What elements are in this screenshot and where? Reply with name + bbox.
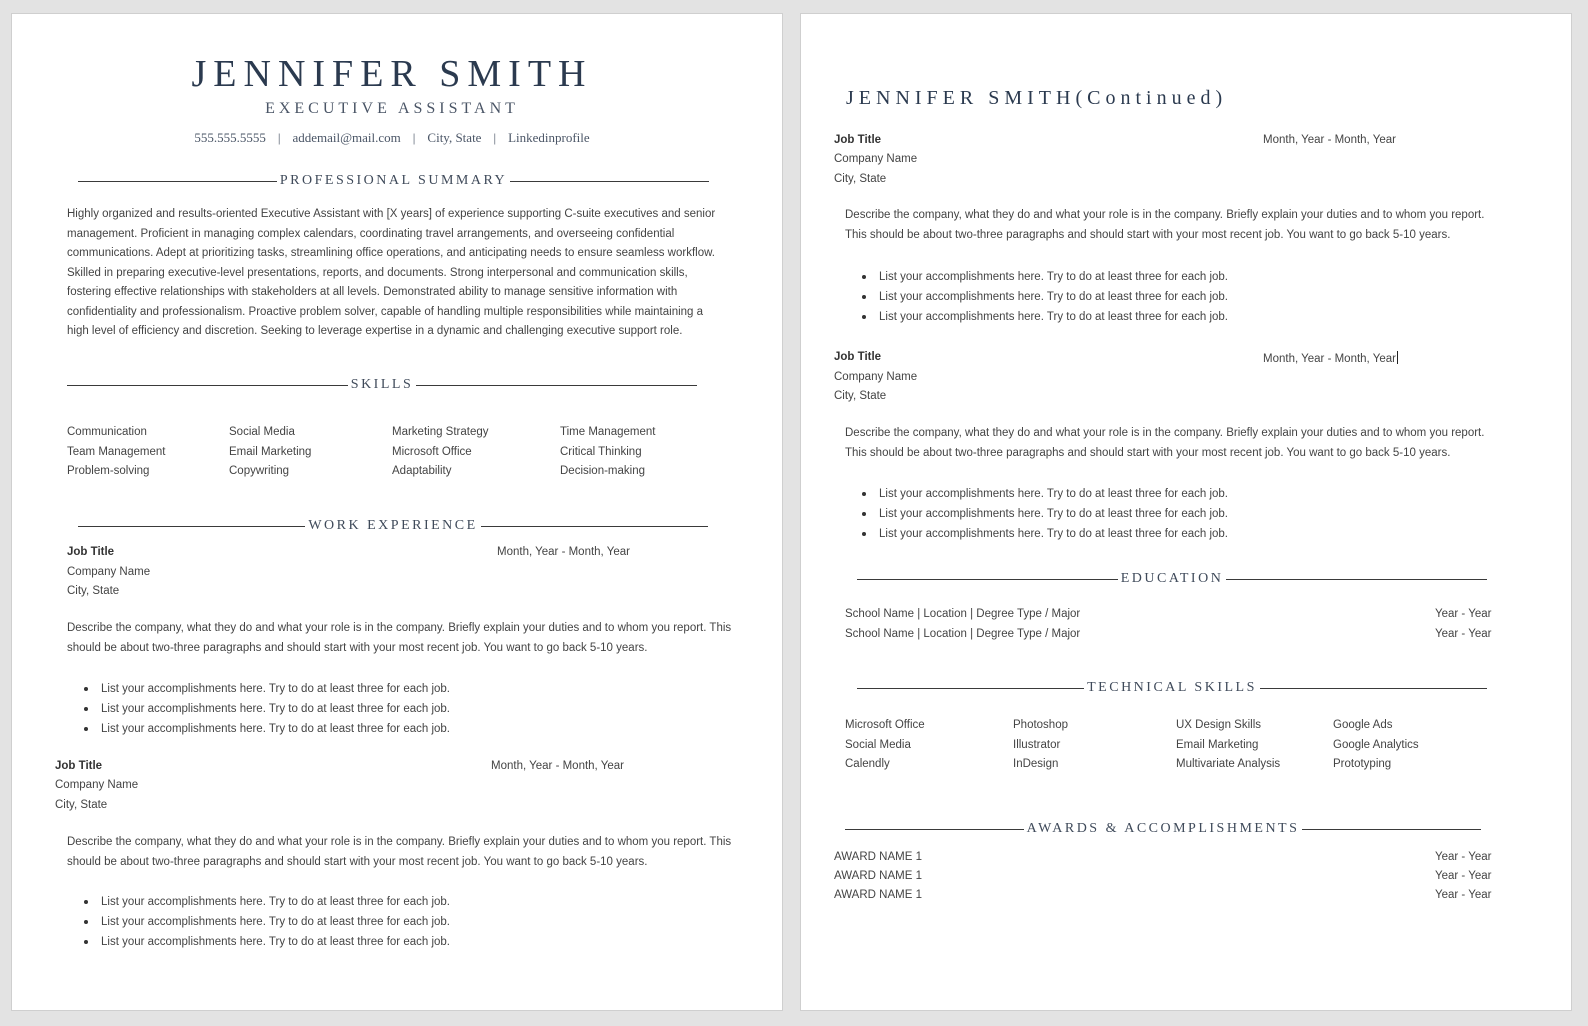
skill-item: Time Management bbox=[560, 426, 656, 438]
education-years: Year - Year bbox=[1435, 628, 1492, 640]
company-name: Company Name bbox=[55, 779, 139, 791]
accomplishment-item: List your accomplishments here. Try to do at least three for each job. bbox=[81, 699, 450, 719]
accomplishment-list bbox=[859, 484, 1228, 544]
skill-item: Decision-making bbox=[560, 465, 646, 477]
award-years: Year - Year bbox=[1435, 870, 1492, 882]
company-name: Company Name bbox=[834, 153, 918, 165]
contact-phone: 555.555.5555 bbox=[194, 130, 266, 145]
section-title: WORK EXPERIENCE bbox=[308, 518, 478, 533]
accomplishment-item: List your accomplishments here. Try to do at least three for each job. bbox=[81, 932, 450, 952]
tech-skill-item: Calendly bbox=[845, 758, 890, 770]
heading-rule bbox=[416, 385, 697, 386]
heading-rule bbox=[67, 385, 348, 386]
skill-item: Copywriting bbox=[229, 465, 290, 477]
contact-separator: | bbox=[277, 130, 281, 145]
contact-location: City, State bbox=[427, 130, 482, 145]
company-location: City, State bbox=[834, 173, 887, 185]
section-heading-technical-skills bbox=[857, 680, 1487, 696]
tech-skill-item: Google Analytics bbox=[1333, 738, 1419, 751]
award-name: AWARD NAME 1 bbox=[834, 889, 922, 901]
section-heading-education bbox=[857, 571, 1487, 587]
skill-item: Email Marketing bbox=[229, 445, 312, 458]
job-dates: Month, Year - Month, Year bbox=[497, 546, 630, 558]
skill-item: Communication bbox=[67, 426, 147, 438]
accomplishment-item: List your accomplishments here. Try to do at least three for each job. bbox=[859, 307, 1228, 327]
accomplishment-item: List your accomplishments here. Try to do at least three for each job. bbox=[81, 892, 450, 912]
award-name: AWARD NAME 1 bbox=[834, 870, 922, 882]
company-location: City, State bbox=[55, 799, 108, 811]
job-title: Job Title bbox=[67, 546, 115, 558]
heading-rule bbox=[1260, 688, 1487, 689]
accomplishment-item: List your accomplishments here. Try to do at least three for each job. bbox=[81, 679, 450, 699]
education-years: Year - Year bbox=[1435, 608, 1492, 620]
tech-skills-column bbox=[1333, 717, 1419, 773]
award-name: AWARD NAME 1 bbox=[834, 851, 922, 863]
tech-skill-item: Social Media bbox=[845, 738, 911, 751]
tech-skill-item: UX Design Skills bbox=[1176, 719, 1261, 731]
company-location: City, State bbox=[67, 585, 120, 597]
education-entry: School Name | Location | Degree Type / Major bbox=[845, 608, 1081, 620]
accomplishment-list bbox=[81, 679, 450, 739]
job-description: Describe the company, what they do and what your role is in the company. Briefly explain your duties and to whom you report. This should be about two-three paragraphs and should start with your most recent job. You want to go back 5-10 years. bbox=[67, 836, 732, 868]
skill-item: Adaptability bbox=[392, 465, 452, 477]
skill-item: Social Media bbox=[229, 426, 295, 438]
section-title: AWARDS & ACCOMPLISHMENTS bbox=[1026, 821, 1300, 836]
section-heading-work-experience bbox=[78, 518, 708, 534]
accomplishment-item: List your accomplishments here. Try to do at least three for each job. bbox=[859, 504, 1228, 524]
skills-column bbox=[229, 424, 311, 480]
accomplishment-item: List your accomplishments here. Try to do at least three for each job. bbox=[859, 524, 1228, 544]
heading-rule bbox=[510, 181, 709, 182]
company-location: City, State bbox=[834, 390, 887, 402]
tech-skill-item: Illustrator bbox=[1013, 738, 1061, 751]
heading-rule bbox=[857, 579, 1118, 580]
heading-rule bbox=[78, 181, 277, 182]
tech-skills-column bbox=[1176, 717, 1280, 773]
tech-skills-column bbox=[1013, 717, 1068, 773]
job-title-heading: EXECUTIVE ASSISTANT bbox=[265, 100, 519, 117]
skill-item: Marketing Strategy bbox=[392, 426, 489, 438]
section-heading-summary bbox=[78, 173, 709, 189]
heading-rule bbox=[1302, 829, 1481, 830]
accomplishment-item: List your accomplishments here. Try to do at least three for each job. bbox=[859, 267, 1228, 287]
tech-skill-item: Email Marketing bbox=[1176, 738, 1259, 751]
contact-separator: | bbox=[493, 130, 497, 145]
skills-column bbox=[67, 424, 165, 480]
section-title: PROFESSIONAL SUMMARY bbox=[279, 173, 508, 188]
accomplishment-item: List your accomplishments here. Try to do at least three for each job. bbox=[81, 719, 450, 739]
heading-rule bbox=[845, 829, 1024, 830]
section-title: EDUCATION bbox=[1120, 571, 1224, 586]
contact-email: addemail@mail.com bbox=[292, 130, 401, 145]
job-title: Job Title bbox=[55, 760, 103, 772]
tech-skill-item: Google Ads bbox=[1333, 719, 1393, 731]
job-dates: Month, Year - Month, Year bbox=[1263, 134, 1396, 146]
skill-item: Microsoft Office bbox=[392, 445, 472, 458]
education-entry: School Name | Location | Degree Type / Major bbox=[845, 628, 1081, 640]
text-cursor bbox=[1397, 351, 1398, 364]
accomplishment-list bbox=[81, 892, 450, 952]
job-title: Job Title bbox=[834, 134, 882, 146]
heading-rule bbox=[481, 526, 708, 527]
skills-column bbox=[560, 424, 655, 480]
tech-skill-item: InDesign bbox=[1013, 758, 1059, 770]
section-title: SKILLS bbox=[350, 377, 414, 392]
job-dates: Month, Year - Month, Year bbox=[491, 760, 624, 772]
award-years: Year - Year bbox=[1435, 889, 1492, 901]
tech-skill-item: Multivariate Analysis bbox=[1176, 758, 1281, 770]
resume-page-1[interactable] bbox=[11, 13, 783, 1011]
award-years: Year - Year bbox=[1435, 851, 1492, 863]
contact-separator: | bbox=[412, 130, 416, 145]
section-heading-skills bbox=[67, 377, 697, 393]
job-description: Describe the company, what they do and what your role is in the company. Briefly explain your duties and to whom you report. This should be about two-three paragraphs and should start with your most recent job. You want to go back 5-10 years. bbox=[67, 622, 732, 654]
accomplishment-item: List your accomplishments here. Try to do at least three for each job. bbox=[859, 287, 1228, 307]
job-description: Describe the company, what they do and what your role is in the company. Briefly explain your duties and to whom you report. This should be about two-three paragraphs and should start with your most recent job. You want to go back 5-10 years. bbox=[845, 427, 1485, 459]
resume-page-2[interactable] bbox=[800, 13, 1572, 1011]
tech-skill-item: Prototyping bbox=[1333, 758, 1392, 770]
accomplishment-item: List your accomplishments here. Try to do at least three for each job. bbox=[859, 484, 1228, 504]
company-name: Company Name bbox=[67, 566, 151, 578]
section-heading-awards bbox=[845, 821, 1481, 837]
tech-skill-item: Microsoft Office bbox=[845, 719, 925, 731]
contact-linkedin: Linkedinprofile bbox=[508, 130, 590, 145]
skill-item: Problem-solving bbox=[67, 465, 150, 477]
candidate-name: JENNIFER SMITH bbox=[191, 53, 593, 95]
contact-line bbox=[12, 130, 772, 146]
company-name: Company Name bbox=[834, 371, 918, 383]
job-description: Describe the company, what they do and what your role is in the company. Briefly explain your duties and to whom you report. This should be about two-three paragraphs and should start with your most recent job. You want to go back 5-10 years. bbox=[845, 209, 1485, 241]
skill-item: Critical Thinking bbox=[560, 445, 642, 458]
heading-rule bbox=[1226, 579, 1487, 580]
job-dates-editing[interactable] bbox=[1263, 351, 1398, 365]
job-title: Job Title bbox=[834, 351, 882, 363]
accomplishment-list bbox=[859, 267, 1228, 327]
tech-skill-item: Photoshop bbox=[1013, 719, 1068, 731]
tech-skills-column bbox=[845, 717, 925, 773]
skills-column bbox=[392, 424, 489, 480]
heading-rule bbox=[857, 688, 1084, 689]
heading-rule bbox=[78, 526, 305, 527]
skill-item: Team Management bbox=[67, 445, 166, 458]
job-dates[interactable]: Month, Year - Month, Year bbox=[1263, 353, 1396, 365]
accomplishment-item: List your accomplishments here. Try to do at least three for each job. bbox=[81, 912, 450, 932]
continued-header: JENNIFER SMITH(Continued) bbox=[846, 87, 1228, 109]
professional-summary: Highly organized and results-oriented Executive Assistant with [X years] of experience supporting C-suite executives and senior management. Proficient in managing complex calendars, coordinating travel arrangements, and overseeing confidential communications. Adept at prioritizing tasks, streamlining office operations, and anticipating needs to ensure seamless workflow. Skilled in preparing executive-level presentations, reports, and documents. Strong interpersonal and communication skills, fostering effective relationships with stakeholders at all levels. Demonstrated ability to manage sensitive information with confidentiality and professionalism. Proactive problem solver, capable of handling multiple responsibilities while maintaining a high level of efficiency and discretion. Seeking to leverage expertise in a dynamic and challenging executive support role. bbox=[67, 208, 716, 337]
section-title: TECHNICAL SKILLS bbox=[1087, 680, 1257, 695]
